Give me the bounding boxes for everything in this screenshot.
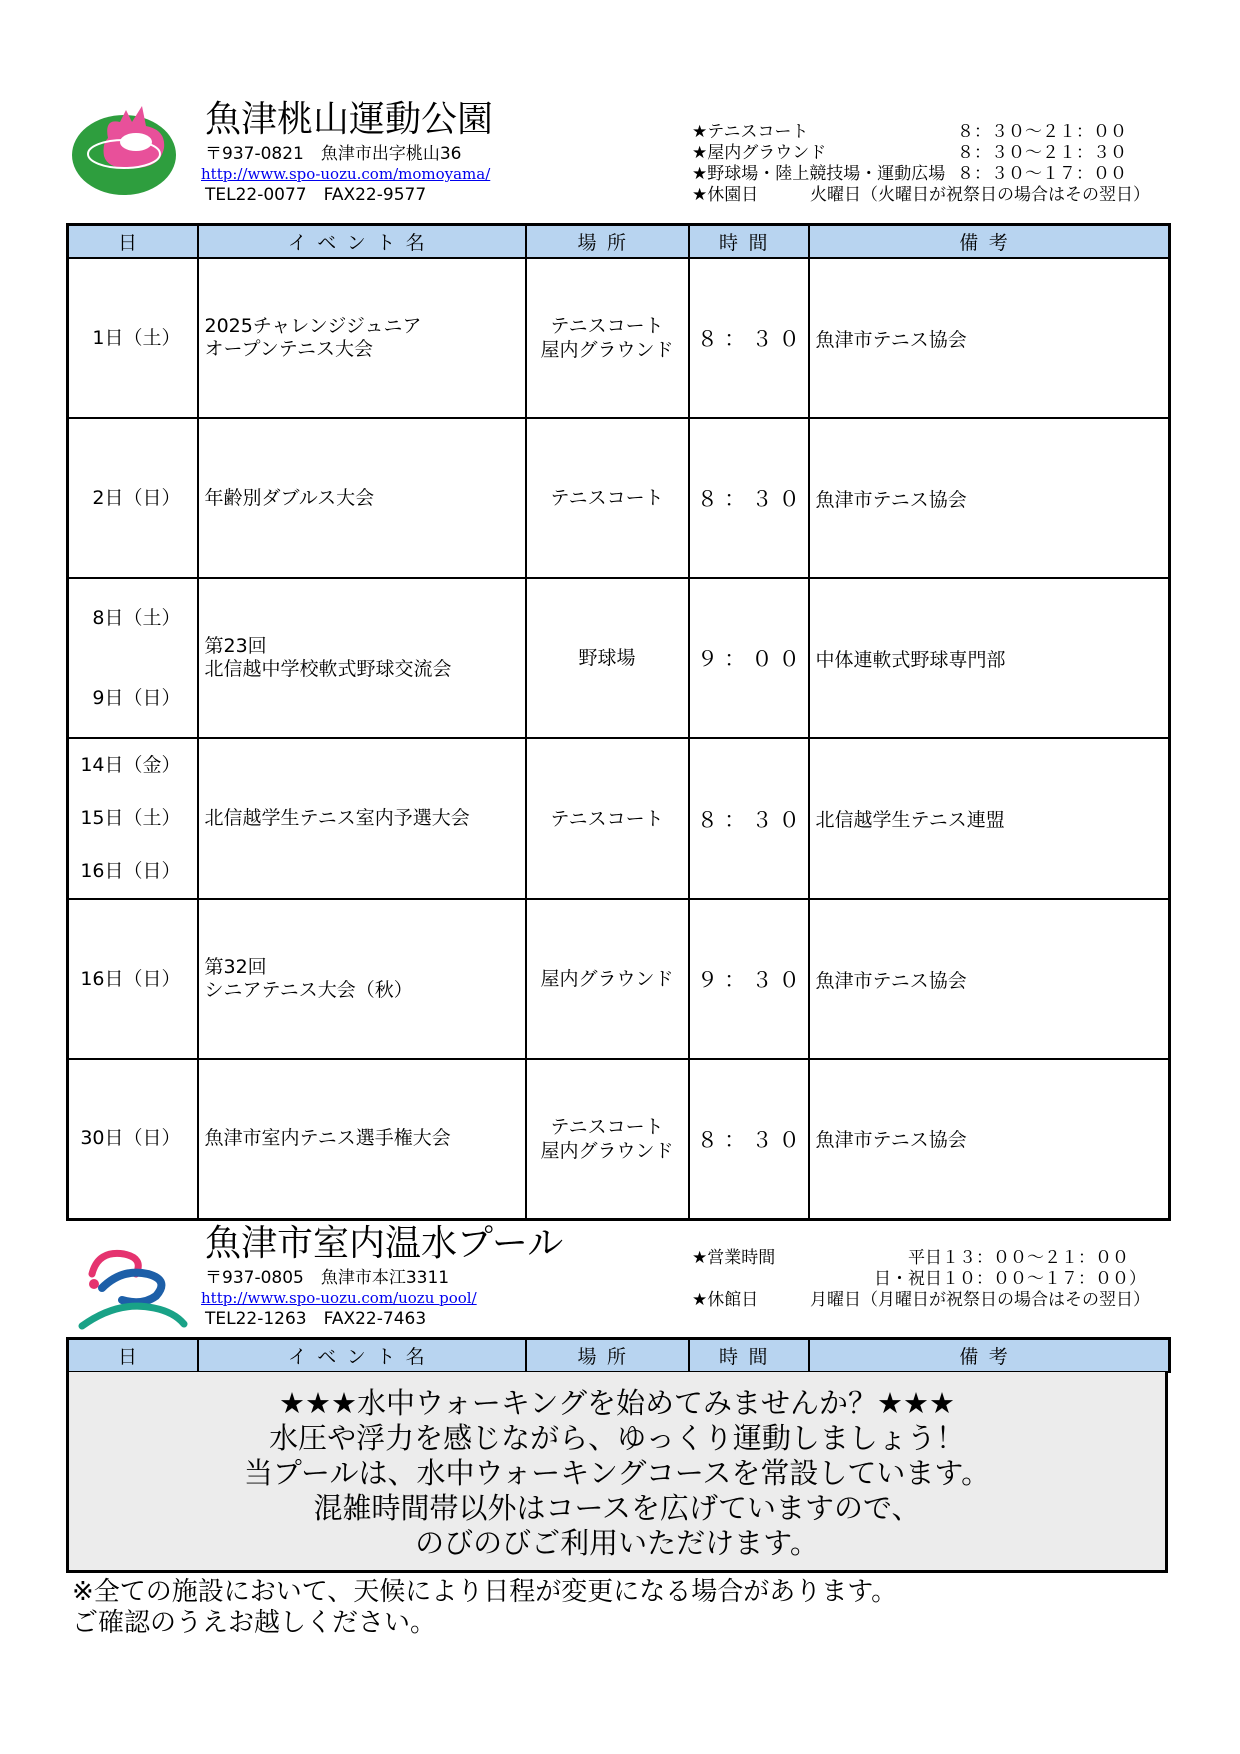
- park-logo-icon: [68, 100, 180, 200]
- pool-message-line: 水圧や浮力を感じながら、ゆっくり運動しましょう！: [269, 1421, 965, 1455]
- event-date: 30日（日）: [68, 1059, 198, 1219]
- hours-row: [692, 164, 1162, 185]
- header-event: イベント名: [198, 225, 526, 259]
- pool-hours-holiday: 日・祝日１０：００～１７：００）: [874, 1269, 1146, 1289]
- event-note: 魚津市テニス協会: [809, 899, 1170, 1059]
- pool-tel-fax: TEL22-1263 FAX22-7463: [205, 1309, 427, 1329]
- header-note: 備考: [809, 225, 1170, 259]
- table-row: [68, 738, 1170, 899]
- event-place: テニスコート 屋内グラウンド: [526, 1059, 689, 1219]
- table-header-row: [68, 1339, 1170, 1373]
- pool-address: 〒937-0805 魚津市本江3311: [205, 1268, 450, 1288]
- table-row: [68, 418, 1170, 578]
- event-date: 14日（金） 15日（土） 16日（日）: [68, 738, 198, 899]
- event-name: 年齢別ダブルス大会: [198, 418, 526, 578]
- pool-hours-weekday: 平日１３：００～２１：００: [908, 1248, 1129, 1268]
- header-date: 日: [68, 225, 198, 259]
- event-date: 1日（土）: [68, 258, 198, 418]
- footer-note: [72, 1577, 897, 1639]
- event-date: 16日（日）: [68, 899, 198, 1059]
- hours-row: [692, 143, 1162, 164]
- event-note: 魚津市テニス協会: [809, 258, 1170, 418]
- event-place: 野球場: [526, 578, 689, 738]
- park-address: 〒937-0821 魚津市出字桃山36: [205, 144, 462, 164]
- table-row: [68, 578, 1170, 738]
- header-time: 時間: [689, 225, 809, 259]
- hours-label: ★屋内グラウンド: [692, 143, 827, 163]
- table-header-row: [68, 225, 1170, 259]
- header-note: 備考: [809, 1339, 1170, 1373]
- pool-message-line: 当プールは、水中ウォーキングコースを常設しています。: [243, 1456, 991, 1490]
- hours-value: ８：３０～１７：００: [957, 164, 1127, 184]
- hours-label: ★野球場・陸上競技場・運動広場: [692, 164, 946, 184]
- hours-row: [692, 122, 1162, 143]
- event-time: ８：３０: [689, 258, 809, 418]
- hours-value: ８：３０～２１：３０: [957, 143, 1127, 163]
- pool-url-link[interactable]: http://www.spo-uozu.com/uozu pool/: [201, 1289, 477, 1307]
- event-note: 北信越学生テニス連盟: [809, 738, 1170, 899]
- pool-closed-label: ★休館日: [692, 1290, 759, 1310]
- closed-value: 火曜日（火曜日が祝祭日の場合はその翌日）: [810, 185, 1150, 205]
- pool-message-line: のびのびご利用いただけます。: [415, 1526, 819, 1560]
- event-time: ８：３０: [689, 738, 809, 899]
- event-place: テニスコート: [526, 418, 689, 578]
- pool-hours-label: ★営業時間: [692, 1248, 776, 1268]
- table-row: [68, 1059, 1170, 1219]
- header-time: 時間: [689, 1339, 809, 1373]
- closed-row: [692, 185, 1162, 206]
- pool-message-box: [66, 1372, 1168, 1573]
- event-name: 第32回 シニアテニス大会（秋）: [198, 899, 526, 1059]
- header-event: イベント名: [198, 1339, 526, 1373]
- pool-name: 魚津市室内温水プール: [205, 1223, 564, 1264]
- park-name: 魚津桃山運動公園: [205, 99, 494, 140]
- event-name: 2025チャレンジジュニア オープンテニス大会: [198, 258, 526, 418]
- hours-value: ８：３０～２１：００: [957, 122, 1127, 142]
- footer-line: ※全ての施設において、天候により日程が変更になる場合があります。: [72, 1577, 898, 1607]
- event-note: 魚津市テニス協会: [809, 418, 1170, 578]
- pool-message-line: ★★★水中ウォーキングを始めてみませんか？★★★: [279, 1386, 955, 1420]
- event-name: 北信越学生テニス室内予選大会: [198, 738, 526, 899]
- table-row: [68, 899, 1170, 1059]
- header-place: 場所: [526, 225, 689, 259]
- event-time: ８：３０: [689, 418, 809, 578]
- event-time: ９：３０: [689, 899, 809, 1059]
- event-time: ８：３０: [689, 1059, 809, 1219]
- event-place: テニスコート: [526, 738, 689, 899]
- hours-label: ★テニスコート: [692, 122, 809, 142]
- park-events-table: [66, 223, 1171, 1221]
- event-place: テニスコート 屋内グラウンド: [526, 258, 689, 418]
- event-note: 魚津市テニス協会: [809, 1059, 1170, 1219]
- event-place: 屋内グラウンド: [526, 899, 689, 1059]
- event-note: 中体連軟式野球専門部: [809, 578, 1170, 738]
- header-date: 日: [68, 1339, 198, 1373]
- park-tel-fax: TEL22-0077 FAX22-9577: [205, 185, 427, 205]
- event-date: 8日（土） 9日（日）: [68, 578, 198, 738]
- event-name: 第23回 北信越中学校軟式野球交流会: [198, 578, 526, 738]
- pool-closed-value: 月曜日（月曜日が祝祭日の場合はその翌日）: [810, 1290, 1150, 1310]
- footer-line: ご確認のうえお越しください。: [72, 1608, 437, 1638]
- event-date: 2日（日）: [68, 418, 198, 578]
- pool-logo-icon: [78, 1244, 188, 1330]
- table-row: [68, 258, 1170, 418]
- park-url-link[interactable]: http://www.spo-uozu.com/momoyama/: [201, 165, 491, 183]
- park-hours: [692, 122, 1162, 206]
- pool-events-table: [66, 1337, 1171, 1373]
- header-place: 場所: [526, 1339, 689, 1373]
- closed-label: ★休園日: [692, 185, 759, 205]
- event-time: ９：００: [689, 578, 809, 738]
- event-name: 魚津市室内テニス選手権大会: [198, 1059, 526, 1219]
- pool-message-line: 混雑時間帯以外はコースを広げていますので、: [313, 1491, 921, 1525]
